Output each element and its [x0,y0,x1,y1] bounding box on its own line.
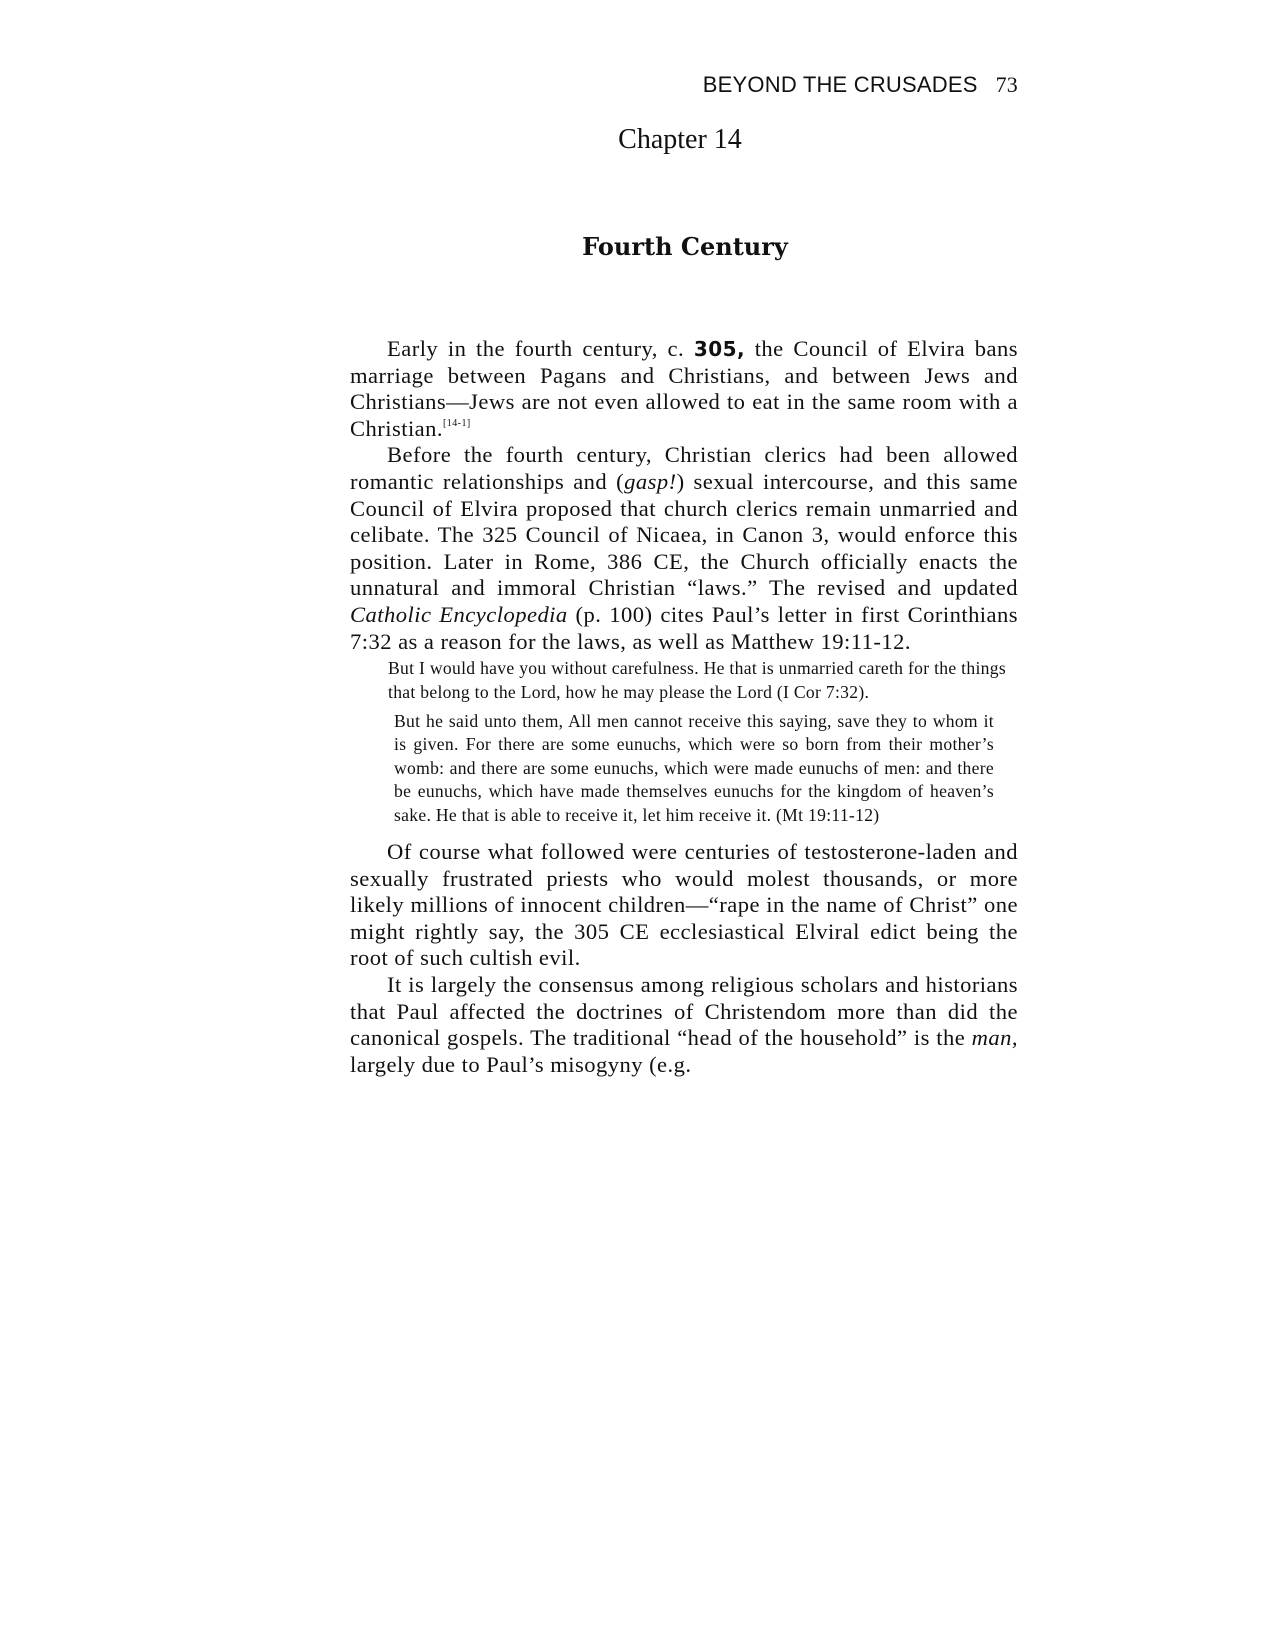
chapter-title: Fourth Century [582,232,788,261]
page-number: 73 [995,72,1018,97]
paragraph-3: Of course what followed were centuries of testosterone-laden and sexually frustrated priests who would molest thousands, or more likely millions of innocent children—“rape in the name of Christ” one might rightly say, the 305 CE ecclesiastical Elviral edict being the root of such cultish evil. [350,838,1018,971]
block-quote-2: But he said unto them, All men cannot receive this saying, save they to whom it is given. For there are some eunuchs, which were so born from their mother’s womb: and there are some eunuchs, which were made eunuchs of men: and there be eunuchs, which have made themselves eunuchs for the kingdom of heaven’s sake. He that is able to receive it, let him receive it. (Mt 19:11-12) [394,710,994,825]
footnote-ref[interactable]: [14-1] [443,417,471,429]
block-quote-1: But I would have you without carefulness. He that is unmarried careth for the things that belong to the Lord, how he may please the Lord (I Cor 7:32). [388,658,1006,702]
p1-text-a: Early in the fourth century, c. [387,336,694,361]
p2-text-a: Before the fourth century, Christian clerics had been allowed romantic relationships and ( [350,442,1018,494]
p2-text-c: (p. 100) cites Paul’s letter in first Corinthians 7:32 as a reason for the laws, as well as Matthew 19:11-12. [350,601,1019,654]
paragraph-4 [350,972,1018,1078]
body-text [350,336,1018,1078]
p1-text-b: the Council of Elvira bans marriage between Pagans and Christians, and between Jews and Christians—Jews are not even allowed to eat in the same room with a Christian. [350,336,1018,441]
p4-emphasis-man: man, [971,1025,1018,1051]
running-header [600,72,1018,98]
p4-text-b: largely due to Paul’s misogyny (e.g. [350,1051,692,1077]
p4-text-a: It is largely the consensus among religious scholars and historians that Paul affected the doctrines of Christendom more than did the canonical gospels. The traditional “head of the household” is the [350,971,1018,1051]
p2-emphasis-gasp: gasp! [624,468,677,494]
running-title: BEYOND THE CRUSADES [702,72,978,97]
paragraph-1 [350,336,1018,442]
paragraph-2 [350,442,1018,655]
p2-book-title: Catholic Encyclopedia [350,601,568,627]
chapter-label: Chapter 14 [618,124,742,155]
p1-year: 305, [693,337,745,361]
p2-text-b: ) sexual intercourse, and this same Council of Elvira proposed that church clerics remain unmarried and celibate. The 325 Council of Nicaea, in Canon 3, would enforce this position. Later in Rome, 386 CE, the Church officially enacts the unnatural and immoral Christian “laws.” The revised and updated [350,468,1018,601]
